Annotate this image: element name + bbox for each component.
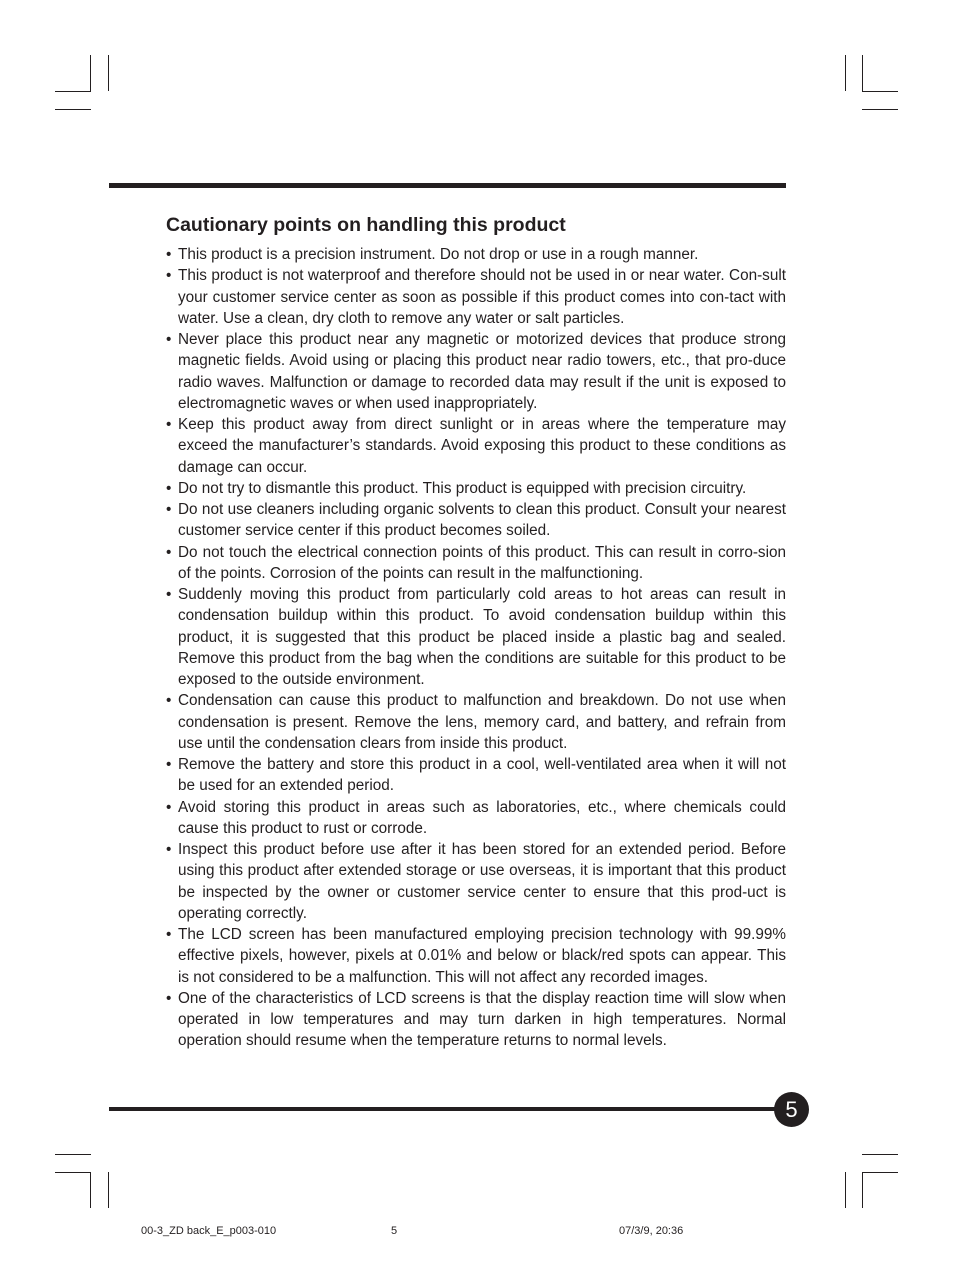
list-item-text: The LCD screen has been manufactured employing precision technology with 99.99% effective pixels, however, pixels at 0.01% and below or black/red spots can appear. This is not considered to be a malfunction. This will not affect any recorded images. [178,926,786,986]
list-item-text: This product is not waterproof and therefore should not be used in or near water. Con-sult your customer service center as soon as possible if this product comes into con-tact with water. Use a clean, dry cloth to remove any water or salt particles. [178,267,786,327]
crop-mark-top-right-v1 [845,55,846,91]
bullet-icon: • [166,331,172,348]
list-item-text: Never place this product near any magnetic or motorized devices that produce strong magnetic fields. Avoid using or placing this product near radio towers, etc., that pro-duce radio waves. Malfunction or damage to recorded data may result if the unit is exposed to electromagnetic waves or when used inappropriately. [178,331,786,412]
crop-mark-bottom-left-h [55,1154,91,1155]
crop-mark-top-left-h [55,91,91,92]
list-item [166,797,786,840]
list-item [166,244,786,265]
crop-mark-bottom-right-h2 [862,1172,898,1173]
list-item [166,754,786,797]
list-item [166,690,786,754]
top-rule [109,183,786,188]
list-item-text: Do not touch the electrical connection points of this product. This can result in corro-sion of the points. Corrosion of the points can result in the malfunctioning. [178,543,786,582]
bullet-icon: • [166,841,172,858]
crop-mark-bottom-right-v2 [862,1172,863,1208]
list-item-text: Condensation can cause this product to malfunction and breakdown. Do not use when condensation is present. Remove the lens, memory card, and battery, and refrain from use until the condensation clears from inside this product. [178,692,786,752]
bullet-icon: • [166,926,172,943]
list-item-text: Suddenly moving this product from particularly cold areas to hot areas can result in condensation buildup within this product. To avoid condensation buildup within this product, it is suggested that this product be placed inside a plastic bag and sealed. Remove this product from the bag when the conditions are suitable for this product to be exposed to the outside environment. [178,586,786,688]
list-item-text: One of the characteristics of LCD screens is that the display reaction time will slow when operated in low temperatures and may turn darken in high temperatures. Normal operation should resume when the temperature returns to normal levels. [178,989,786,1050]
crop-mark-bottom-left-v2 [108,1172,109,1208]
bullet-icon: • [166,479,172,497]
bullet-icon: • [166,501,172,518]
list-item [166,584,786,690]
footer-page: 5 [391,1225,398,1237]
crop-mark-top-right-h [862,91,898,92]
list-item-text: Remove the battery and store this product in a cool, well-ventilated area when it will not be used for an extended period. [178,756,786,795]
bullet-icon: • [166,692,172,710]
bullet-icon: • [166,756,172,773]
bullet-icon: • [166,416,172,433]
list-item-text: Keep this product away from direct sunlight or in areas where the temperature may exceed the manufacturer’s standards. Avoid exposing this product to these conditions as damage can occur. [178,416,786,476]
page-number-badge: 5 [774,1092,809,1127]
list-item-text: Do not try to dismantle this product. This product is equipped with precision circuitry. [178,479,747,497]
crop-mark-bottom-right-v1 [845,1172,846,1208]
crop-mark-top-left-h2 [55,109,91,110]
bullet-icon: • [166,267,172,285]
list-item [166,265,786,329]
crop-mark-bottom-left-h2 [55,1172,91,1173]
caution-list [166,244,786,1052]
footer-file-name: 00-3_ZD back_E_p003-010 [141,1225,277,1237]
bullet-icon: • [166,586,172,603]
bullet-icon: • [166,543,172,561]
bullet-icon: • [166,246,172,263]
section-heading: Cautionary points on handling this product [166,214,566,236]
list-item-text: Inspect this product before use after it has been stored for an extended period. Before using this product after extended storage or use overseas, it is important that this product be inspected by the owner or customer service center to ensure that this prod-uct is operating correctly. [178,841,786,922]
crop-mark-top-left-v1 [90,55,91,91]
list-item-text: This product is a precision instrument. Do not drop or use in a rough manner. [178,246,699,263]
crop-mark-top-right-v2 [862,55,863,91]
crop-mark-bottom-left-v1 [90,1172,91,1208]
crop-mark-top-left-v2 [108,55,109,91]
list-item [166,839,786,924]
list-item [166,499,786,542]
list-item [166,329,786,414]
bullet-icon: • [166,798,172,816]
list-item [166,478,786,499]
list-item [166,542,786,585]
footer-timestamp: 07/3/9, 20:36 [619,1225,684,1237]
bullet-icon: • [166,989,172,1007]
bottom-rule [109,1107,783,1111]
list-item-text: Avoid storing this product in areas such as laboratories, etc., where chemicals could cause this product to rust or corrode. [178,798,786,837]
crop-mark-top-right-h2 [862,109,898,110]
list-item [166,414,786,478]
list-item-text: Do not use cleaners including organic solvents to clean this product. Consult your nearest customer service center if this product becomes soiled. [178,501,786,540]
list-item [166,924,786,988]
crop-mark-bottom-right-h [862,1154,898,1155]
list-item [166,988,786,1052]
